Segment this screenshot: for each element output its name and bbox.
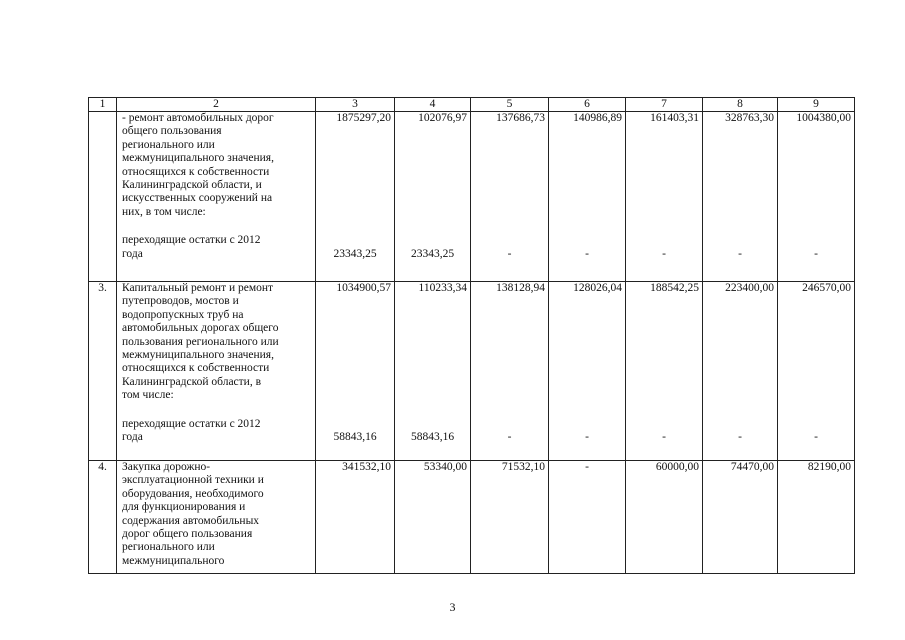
description-line: - ремонт автомобильных дорог	[122, 112, 274, 124]
description-line: оборудования, необходимого	[122, 487, 264, 500]
column-header-9: 9	[778, 98, 855, 112]
value-amount: 137686,73	[496, 112, 545, 124]
description-line: межмуниципального значения,	[122, 349, 274, 362]
value-cell	[316, 282, 395, 461]
row-description	[117, 282, 316, 461]
spacer	[474, 295, 545, 431]
description-line: содержания автомобильных	[122, 514, 260, 527]
spacer	[398, 125, 467, 247]
sub-description-line: года	[122, 431, 143, 444]
value-amount: 328763,30	[725, 112, 774, 124]
value-cell	[626, 282, 703, 461]
spacer	[122, 403, 313, 418]
carryover-amount: -	[662, 431, 666, 443]
value-cell	[471, 282, 549, 461]
value-cell	[395, 112, 471, 282]
carryover-amount: -	[814, 431, 818, 443]
row-description	[117, 112, 316, 282]
description-line: межмуниципального значения,	[122, 152, 274, 165]
header-row	[89, 98, 855, 112]
description-line: относящихся к собственности	[122, 362, 270, 375]
value-amount: 71532,10	[501, 461, 545, 473]
spacer	[706, 295, 774, 431]
carryover-amount: -	[738, 247, 742, 260]
description-line: искусственных сооружений на	[122, 192, 273, 205]
description-line: относящихся к собственности	[122, 165, 270, 178]
column-header-7: 7	[626, 98, 703, 112]
row-description	[117, 461, 316, 574]
spacer	[629, 125, 699, 247]
sub-description-line: переходящие остатки с 2012	[122, 234, 261, 247]
carryover-amount: -	[585, 247, 589, 260]
spacer	[398, 295, 467, 431]
description-line: регионального или	[122, 541, 215, 554]
value-cell	[549, 112, 626, 282]
spacer	[319, 125, 391, 247]
row-number	[89, 112, 117, 282]
spacer	[781, 125, 851, 247]
value-cell	[471, 112, 549, 282]
value-amount: 1004380,00	[796, 112, 851, 124]
description-line: регионального или	[122, 138, 215, 151]
carryover-amount: -	[814, 247, 818, 260]
description-line: для функционирования и	[122, 501, 246, 514]
description-line: дорог общего пользования	[122, 528, 253, 541]
value-cell	[778, 112, 855, 282]
carryover-amount: -	[662, 247, 666, 260]
spacer	[552, 295, 622, 431]
carryover-amount: -	[507, 431, 512, 443]
value-cell	[316, 112, 395, 282]
description-line: том числе:	[122, 389, 174, 402]
value-amount: 53340,00	[423, 461, 467, 473]
table-row	[89, 112, 855, 282]
description-line: Калининградской области, в	[122, 375, 262, 388]
value-amount: 128026,04	[573, 282, 622, 294]
spacer	[629, 295, 699, 431]
value-cell	[703, 282, 778, 461]
table-row	[89, 282, 855, 461]
budget-table	[88, 97, 855, 574]
value-cell	[626, 461, 703, 574]
value-cell	[549, 461, 626, 574]
spacer	[781, 295, 851, 431]
row-number: 3.	[89, 282, 117, 461]
column-header-3: 3	[316, 98, 395, 112]
description-line: Закупка дорожно-	[122, 461, 211, 473]
description-line: путепроводов, мостов и	[122, 295, 239, 308]
value-cell	[778, 282, 855, 461]
page-number: 3	[449, 600, 456, 614]
value-cell	[549, 282, 626, 461]
column-header-4: 4	[395, 98, 471, 112]
spacer	[122, 219, 313, 234]
value-amount: 102076,97	[418, 112, 467, 124]
carryover-amount: 58843,16	[333, 431, 377, 443]
description-line: межмуниципального	[122, 554, 225, 567]
value-amount: 246570,00	[802, 282, 851, 294]
value-cell	[316, 461, 395, 574]
value-cell	[703, 112, 778, 282]
value-amount: 60000,00	[655, 461, 699, 473]
spacer	[474, 125, 545, 247]
spacer	[319, 295, 391, 431]
carryover-amount: 58843,16	[410, 431, 455, 443]
value-cell	[395, 461, 471, 574]
value-amount: -	[585, 461, 589, 473]
spacer	[552, 125, 622, 247]
value-amount: 138128,94	[496, 282, 545, 294]
table-body	[89, 112, 855, 574]
value-amount: 188542,25	[650, 282, 699, 294]
value-amount: 161403,31	[650, 112, 699, 124]
value-amount: 223400,00	[725, 282, 774, 294]
carryover-amount: -	[585, 431, 589, 443]
column-header-5: 5	[471, 98, 549, 112]
description-line: Калининградской области, и	[122, 179, 262, 192]
value-amount: 1875297,20	[336, 112, 391, 124]
value-amount: 74470,00	[730, 461, 774, 473]
value-amount: 82190,00	[807, 461, 851, 473]
column-header-8: 8	[703, 98, 778, 112]
value-amount: 110233,34	[418, 282, 467, 294]
description-line: автомобильных дорогах общего	[122, 322, 279, 335]
column-header-2: 2	[117, 98, 316, 112]
description-line: Капитальный ремонт и ремонт	[122, 282, 274, 294]
description-line: эксплуатационной техники и	[122, 474, 264, 487]
value-cell	[395, 282, 471, 461]
description-line: общего пользования	[122, 125, 222, 138]
description-line: пользования регионального или	[122, 335, 279, 348]
description-line: водопропускных труб на	[122, 308, 244, 321]
row-number: 4.	[89, 461, 117, 574]
value-amount: 140986,89	[573, 112, 622, 124]
value-amount: 341532,10	[342, 461, 391, 473]
value-amount: 1034900,57	[336, 282, 391, 294]
sub-description-line: года	[122, 247, 143, 260]
value-cell	[703, 461, 778, 574]
table-row	[89, 461, 855, 574]
carryover-amount: 23343,25	[410, 247, 455, 260]
value-cell	[471, 461, 549, 574]
column-header-6: 6	[549, 98, 626, 112]
spacer	[706, 125, 774, 247]
description-line: них, в том числе:	[122, 205, 206, 218]
value-cell	[626, 112, 703, 282]
column-header-1: 1	[89, 98, 117, 112]
carryover-amount: 23343,25	[333, 247, 377, 260]
carryover-amount: -	[738, 431, 742, 443]
sub-description-line: переходящие остатки с 2012	[122, 417, 261, 430]
carryover-amount: -	[507, 247, 512, 260]
value-cell	[778, 461, 855, 574]
